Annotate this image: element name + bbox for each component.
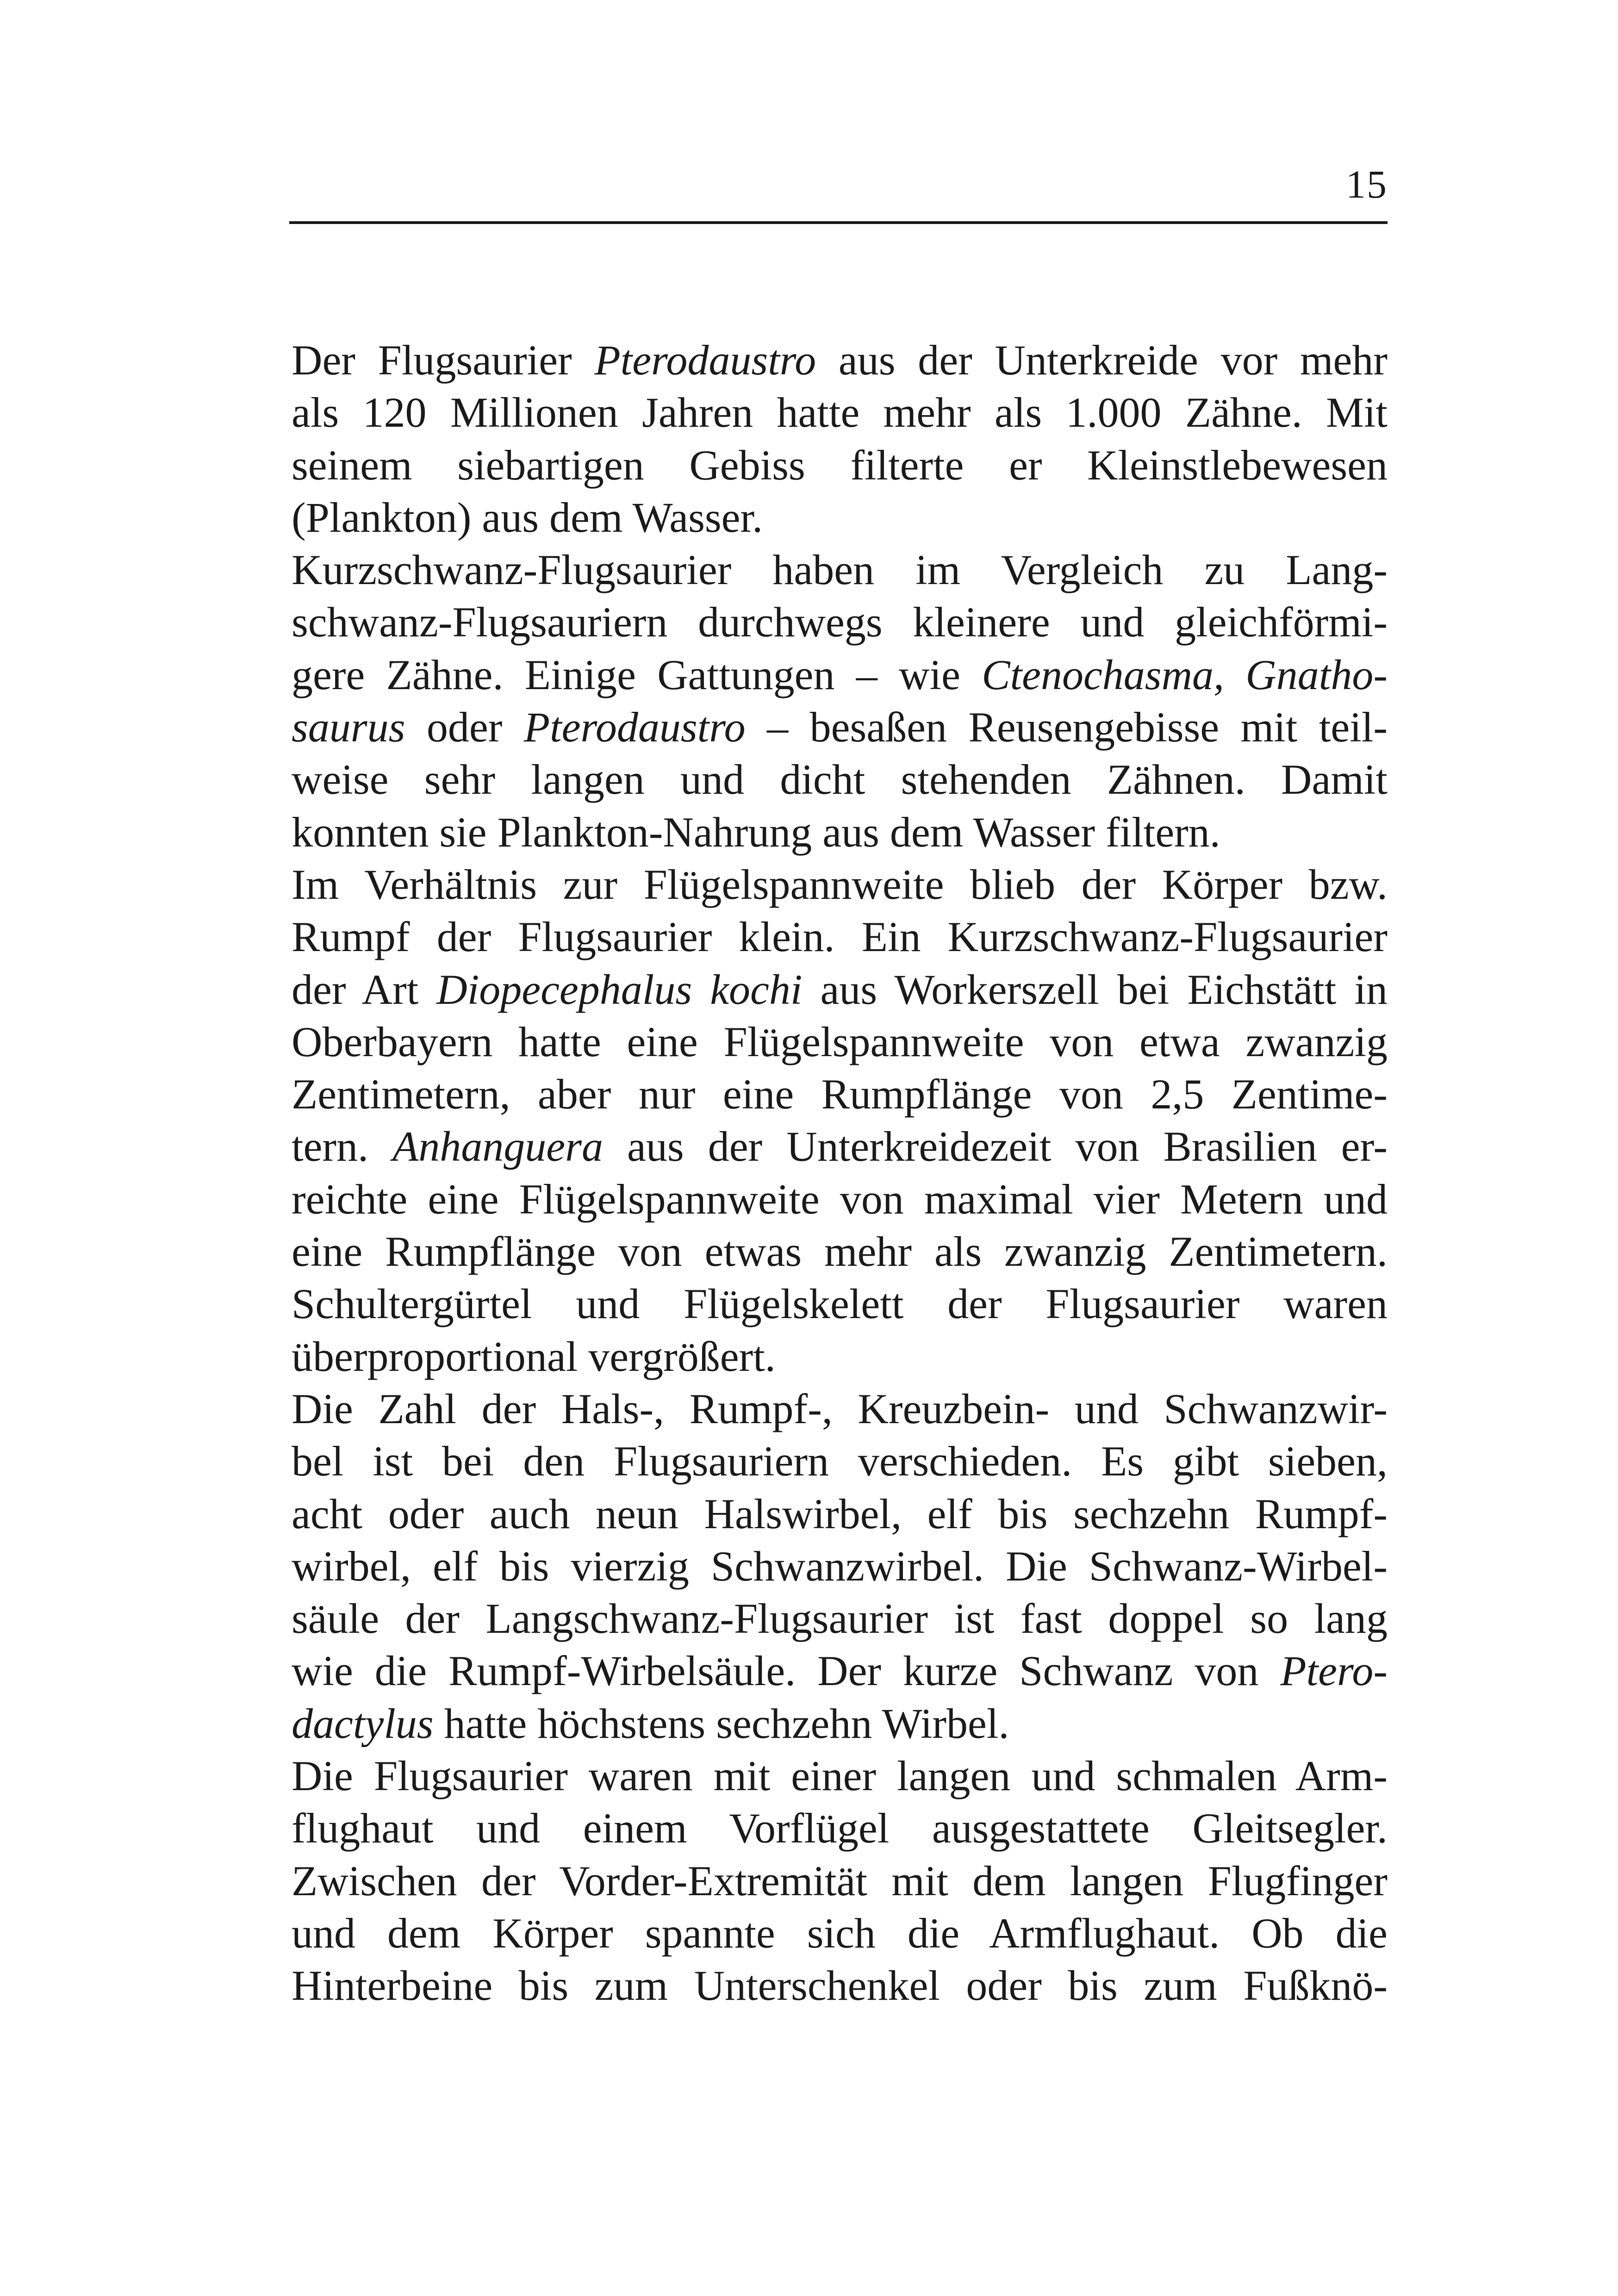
text-segment: reichte eine Flügelspannweite von maximal vier Metern und: [292, 1175, 1388, 1223]
text-line: [292, 911, 1388, 963]
text-segment: – besaßen Reusengebisse mit teil-: [745, 703, 1388, 751]
text-segment: gere Zähne. Einige Gattungen – wie: [292, 651, 982, 698]
text-segment: Die Zahl der Hals-, Rumpf-, Kreuzbein- und Schwanzwir-: [292, 1385, 1388, 1432]
text-line: [292, 492, 1388, 544]
text-segment: konnten sie Plankton-Nahrung aus dem Wasser filtern.: [292, 808, 1220, 856]
text-segment: oder: [405, 703, 524, 751]
text-line: [292, 1068, 1388, 1120]
text-segment: weise sehr langen und dicht stehenden Zähnen. Damit: [292, 756, 1388, 803]
text-line: [292, 1435, 1388, 1487]
text-segment: flughaut und einem Vorflügel ausgestattete Gleitsegler.: [292, 1804, 1388, 1852]
text-segment: säule der Langschwanz-Flugsaurier ist fast doppel so lang: [292, 1595, 1388, 1643]
text-line: [292, 439, 1388, 492]
text-segment: Die Flugsaurier waren mit einer langen und schmalen Arm-: [292, 1752, 1388, 1800]
italic-term: saurus: [292, 703, 405, 751]
text-segment: aus der Unterkreide vor mehr: [816, 336, 1388, 384]
italic-term: Pterodaustro: [594, 336, 816, 384]
text-line: [292, 1960, 1388, 2012]
text-segment: wirbel, elf bis vierzig Schwanzwirbel. Die Schwanz-Wirbel-: [292, 1542, 1388, 1590]
italic-term: Ptero-: [1280, 1647, 1388, 1695]
italic-term: Ctenochasma, Gnatho-: [982, 651, 1388, 698]
text-line: [292, 1278, 1388, 1330]
italic-term: dactylus: [292, 1699, 434, 1747]
text-line: [292, 386, 1388, 439]
text-segment: aus der Unterkreidezeit von Brasilien er-: [603, 1123, 1388, 1170]
text-line: [292, 1855, 1388, 1907]
text-segment: Zwischen der Vorder-Extremität mit dem langen Flugfinger: [292, 1857, 1388, 1904]
text-segment: Rumpf der Flugsaurier klein. Ein Kurzschwanz-Flugsaurier: [292, 913, 1388, 961]
text-line: [292, 1120, 1388, 1173]
text-segment: aus Workerszell bei Eichstätt in: [802, 965, 1388, 1013]
text-segment: Im Verhältnis zur Flügelspannweite blieb der Körper bzw.: [292, 860, 1388, 908]
italic-term: Pterodaustro: [523, 703, 746, 751]
text-line: [292, 1645, 1388, 1697]
body-text: [292, 334, 1388, 2012]
page-number: 15: [1346, 162, 1388, 206]
text-line: [292, 1907, 1388, 1960]
text-line: [292, 753, 1388, 806]
header-rule: [289, 221, 1388, 224]
text-segment: Oberbayern hatte eine Flügelspannweite von etwa zwanzig: [292, 1018, 1388, 1065]
text-line: [292, 1331, 1388, 1383]
text-segment: Zentimetern, aber nur eine Rumpflänge von 2,5 Zentime-: [292, 1070, 1388, 1118]
text-line: [292, 859, 1388, 911]
text-segment: Schultergürtel und Flügelskelett der Flugsaurier waren: [292, 1280, 1388, 1328]
text-line: [292, 1802, 1388, 1854]
text-line: [292, 1383, 1388, 1435]
text-line: [292, 1750, 1388, 1802]
text-line: [292, 1593, 1388, 1645]
text-segment: seinem siebartigen Gebiss filterte er Kleinstlebewesen: [292, 441, 1388, 489]
text-segment: eine Rumpflänge von etwas mehr als zwanzig Zentimetern.: [292, 1228, 1388, 1276]
text-line: [292, 1540, 1388, 1593]
text-line: [292, 806, 1388, 859]
text-segment: und dem Körper spannte sich die Armflughaut. Ob die: [292, 1909, 1388, 1957]
text-segment: hatte höchstens sechzehn Wirbel.: [433, 1699, 1009, 1747]
text-line: [292, 334, 1388, 386]
text-line: [292, 649, 1388, 701]
text-line: [292, 964, 1388, 1016]
text-line: [292, 544, 1388, 596]
text-segment: überproportional vergrößert.: [292, 1332, 776, 1380]
text-segment: wie die Rumpf-Wirbelsäule. Der kurze Schwanz von: [292, 1647, 1281, 1695]
text-segment: schwanz-Flugsauriern durchwegs kleinere und gleichförmi-: [292, 598, 1388, 646]
text-segment: bel ist bei den Flugsauriern verschieden. Es gibt sieben,: [292, 1437, 1388, 1485]
italic-term: Diopecephalus kochi: [436, 965, 803, 1013]
text-segment: acht oder auch neun Halswirbel, elf bis sechzehn Rumpf-: [292, 1490, 1388, 1537]
text-line: [292, 1173, 1388, 1226]
text-segment: (Plankton) aus dem Wasser.: [292, 493, 763, 541]
text-segment: der Art: [292, 965, 437, 1013]
text-segment: Kurzschwanz-Flugsaurier haben im Vergleich zu Lang-: [292, 546, 1388, 594]
text-segment: tern.: [292, 1123, 393, 1170]
italic-term: Anhanguera: [392, 1123, 603, 1170]
text-segment: als 120 Millionen Jahren hatte mehr als 1.000 Zähne. Mit: [292, 389, 1388, 436]
text-line: [292, 1226, 1388, 1278]
text-line: [292, 1488, 1388, 1540]
text-line: [292, 1698, 1388, 1750]
text-line: [292, 1016, 1388, 1068]
text-segment: Hinterbeine bis zum Unterschenkel oder bis zum Fußknö-: [292, 1962, 1388, 2010]
text-line: [292, 596, 1388, 648]
text-line: [292, 701, 1388, 753]
text-segment: Der Flugsaurier: [292, 336, 595, 384]
